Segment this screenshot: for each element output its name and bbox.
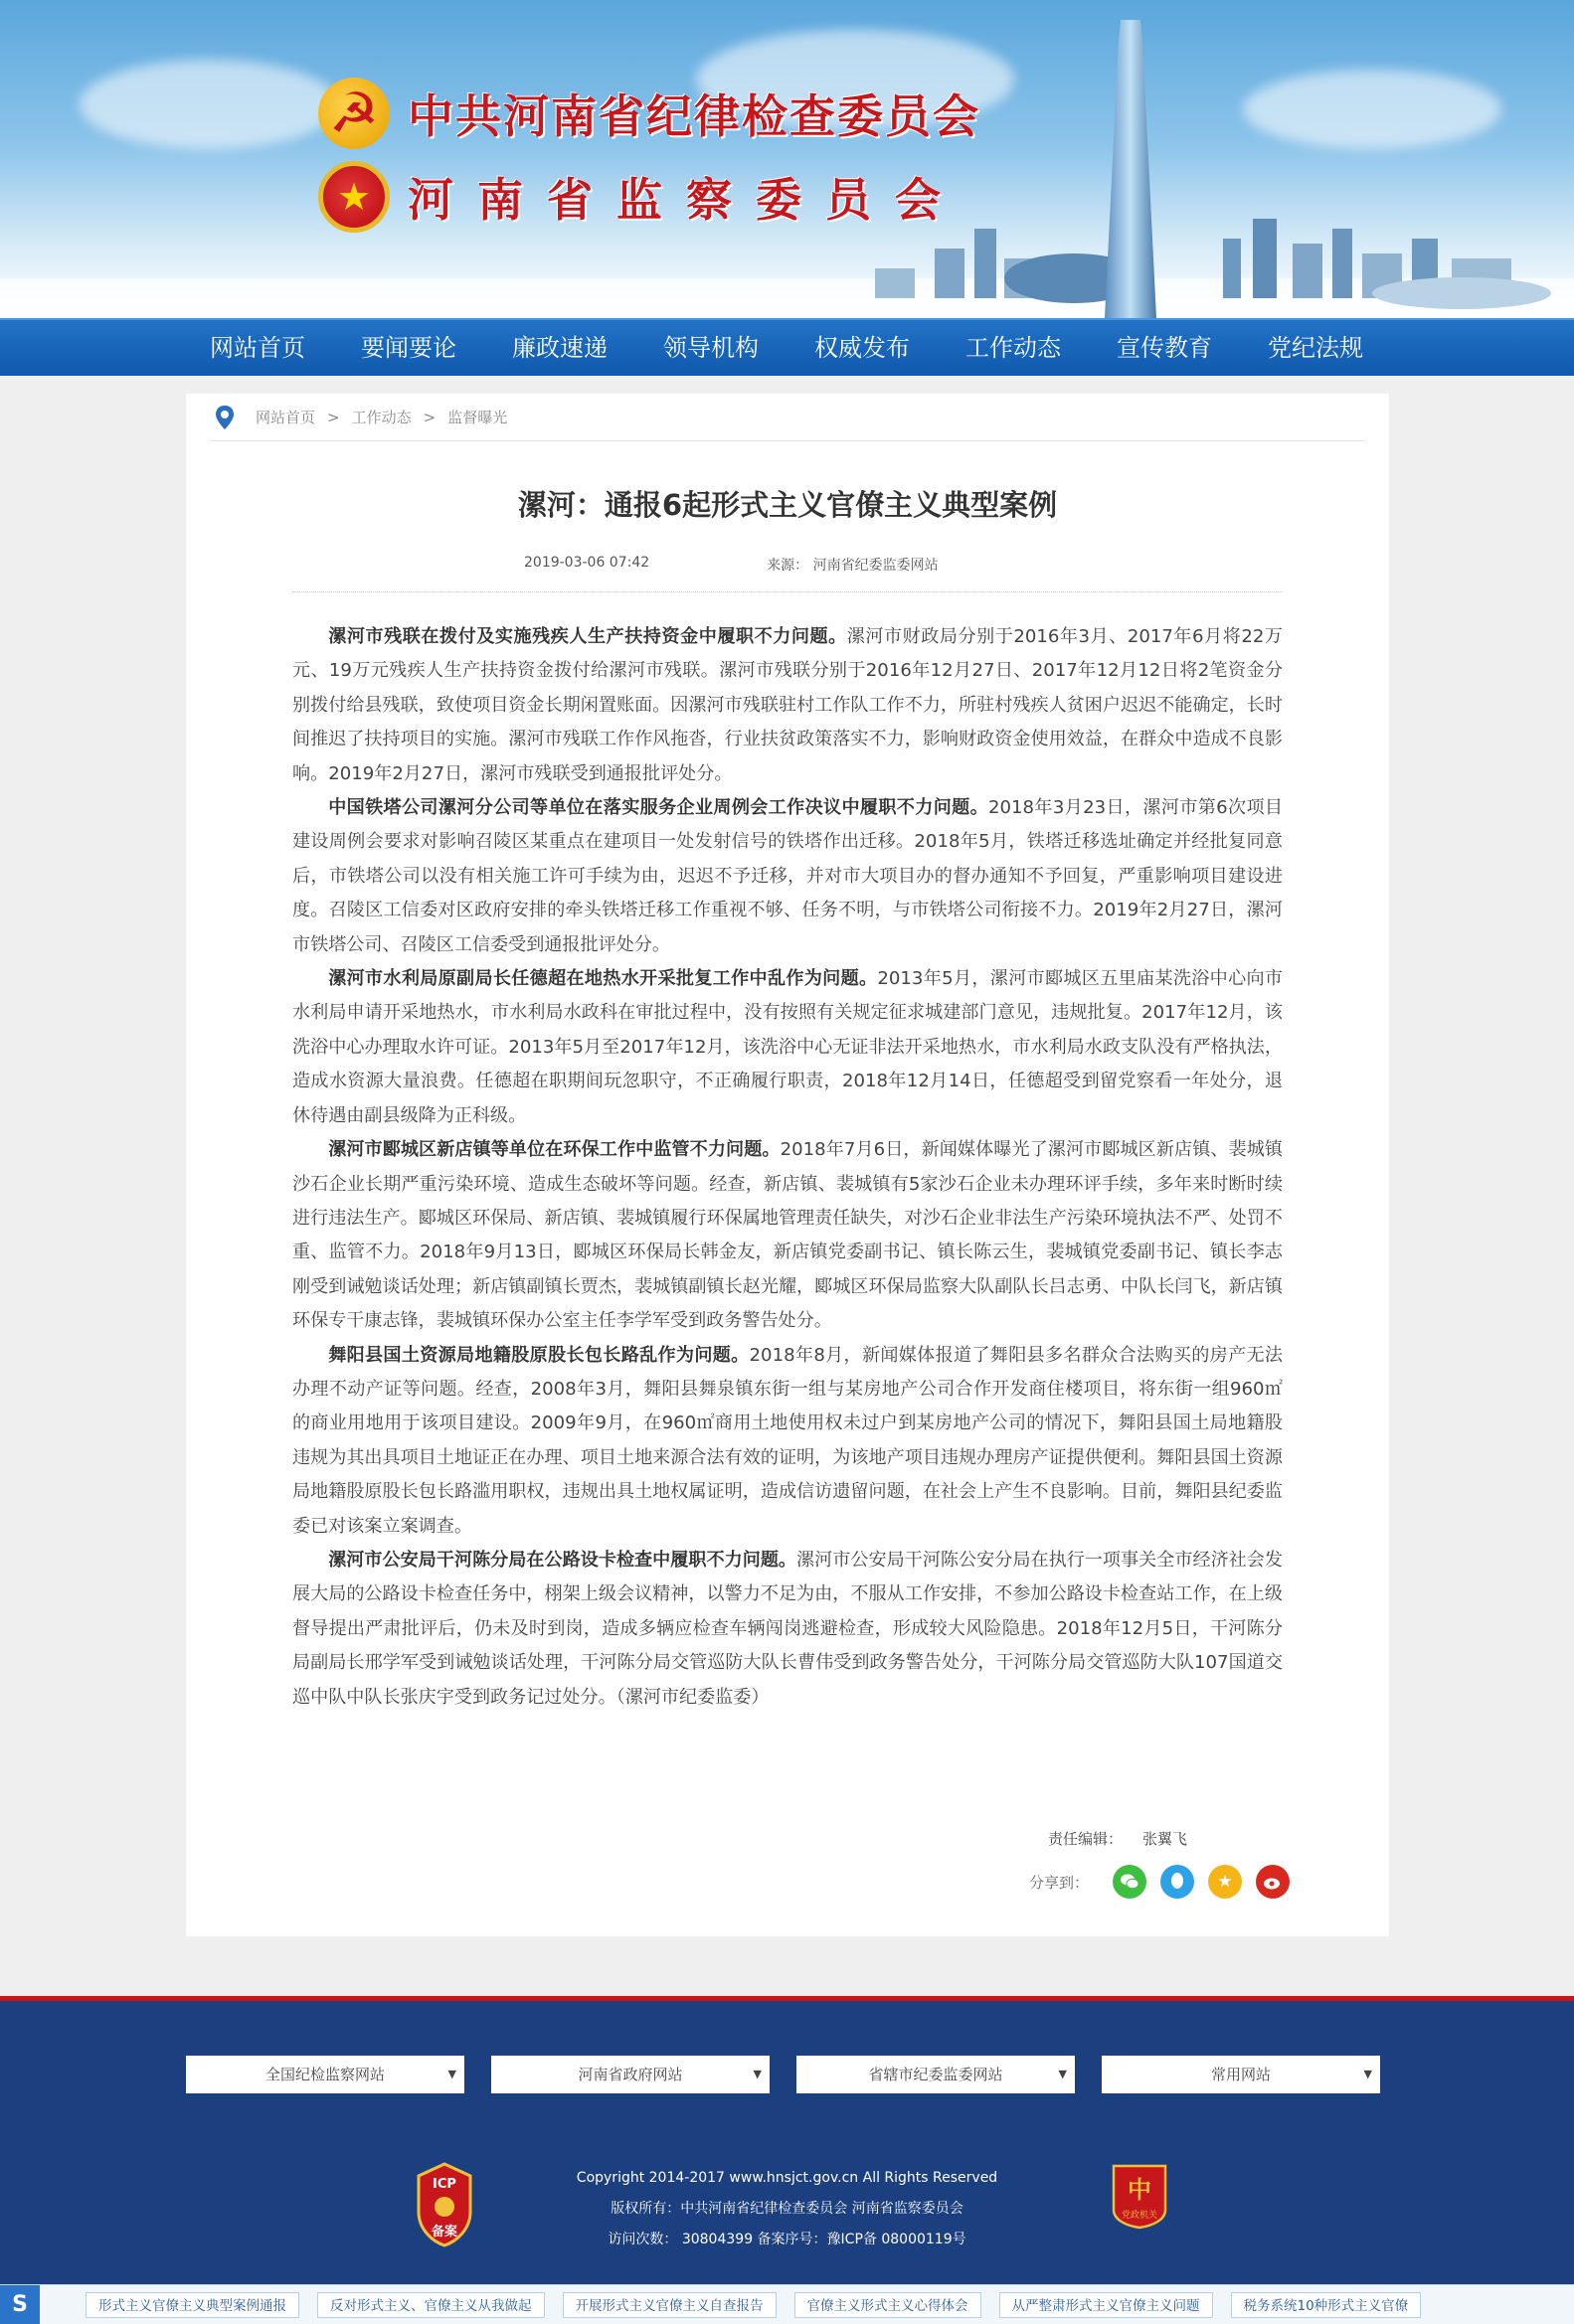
cloud-decoration (80, 60, 338, 149)
editor-info (1048, 1828, 1187, 1849)
meta-divider (292, 591, 1283, 592)
select-label: 全国纪检监察网站 (264, 2066, 385, 2083)
location-pin-icon (214, 405, 236, 430)
nav-item-news[interactable]: 要闻要论 (361, 334, 456, 362)
related-search-item[interactable]: 反对形式主义、官僚主义从我做起 (317, 2292, 545, 2318)
copyright-block (0, 2163, 1574, 2255)
paragraph-lead: 漯河市残联在拨付及实施残疾人生产扶持资金中履职不力问题。 (328, 626, 847, 647)
related-search-item[interactable]: 官僚主义形式主义心得体会 (794, 2292, 981, 2318)
wechat-icon[interactable] (1113, 1865, 1146, 1899)
svg-text:中: 中 (1128, 2175, 1151, 2204)
paragraph-text: 漯河市公安局干河陈公安分局在执行一项事关全市经济社会发展大局的公路设卡检查任务中，栩架上级会议精神，以警力不足为由，不服从工作安排，不参加公路设卡检查站工作，在上级督导提出严肃批评后，仍未及时到岗，造成多辆应检查车辆闯岗逃避检查，形成较大风险隐患。2018年12月5日，干河陈分局副局长邢学军受到诫勉谈话处理，干河陈分局交管巡防大队长曹伟受到政务警告处分，干河陈分局交管巡防大队107国道交巡中队中队长张庆宇受到政务记过处分。（漯河市纪委监委） (292, 1549, 1283, 1708)
article-paragraph (292, 1133, 1283, 1338)
select-national-sites[interactable] (186, 2056, 464, 2093)
article-paragraph (292, 1339, 1283, 1544)
breadcrumb-separator: > (423, 408, 437, 426)
related-search-item[interactable]: 开展形式主义官僚主义自查报告 (563, 2292, 777, 2318)
sogou-s-icon[interactable]: S (0, 2285, 40, 2324)
site-title-line1: 中共河南省纪律检查委员会 (408, 89, 980, 143)
icp-badge-bottom: 备案 (431, 2225, 458, 2240)
header-banner (0, 0, 1574, 318)
related-search-item[interactable]: 从严整肃形式主义官僚主义问题 (999, 2292, 1213, 2318)
article-paragraph (292, 962, 1283, 1133)
main-nav (0, 318, 1574, 376)
party-emblem-icon: ☭ (318, 78, 390, 149)
weibo-icon[interactable] (1256, 1865, 1290, 1899)
nav-item-integrity[interactable]: 廉政速递 (512, 334, 608, 362)
related-search-item[interactable]: 形式主义官僚主义典型案例通报 (86, 2292, 299, 2318)
related-search-bar (0, 2284, 1574, 2324)
nav-item-releases[interactable]: 权威发布 (814, 334, 910, 362)
paragraph-text: 2013年5月，漯河市郾城区五里庙某洗浴中心向市水利局申请开采地热水，市水利局水政科在审批过程中，没有按照有关规定征求城建部门意见，违规批复。2017年12月，该洗浴中心办理取水许可证。2013年5月至2017年12月，该洗浴中心无证非法开采地热水，市水利局水政支队没有严格执法，造成水资源大量浪费。任德超在职期间玩忽职守，不正确履行职责，2018年12月14日，任德超受到留党察看一年处分，退休待遇由副县级降为正科级。 (292, 968, 1283, 1126)
paragraph-lead: 漯河市公安局干河陈分局在公路设卡检查中履职不力问题。 (328, 1549, 797, 1571)
article-container (186, 394, 1389, 1936)
party-badge-label: 党政机关 (1121, 2211, 1158, 2221)
footer (0, 1996, 1574, 2284)
article-paragraph (292, 1544, 1283, 1715)
paragraph-text: 2018年7月6日，新闻媒体曝光了漯河市郾城区新店镇、裴城镇沙石企业长期严重污染环境、造成生态破坏等问题。经查，新店镇、裴城镇有5家沙石企业未办理环评手续，多年来时断时续进行违法生产。郾城区环保局、新店镇、裴城镇履行环保属地管理责任缺失，对沙石企业非法生产污染环境执法不严、处罚不重、监管不力。2018年9月13日，郾城区环保局长韩金友，新店镇党委副书记、镇长陈云生，裴城镇党委副书记、镇长李志刚受到诫勉谈话处理；新店镇副镇长贾杰，裴城镇副镇长赵光耀，郾城区环保局监察大队副队长吕志勇、中队长闫飞，新店镇环保专干康志锋，裴城镇环保办公室主任李学军受到政务警告处分。 (292, 1139, 1283, 1332)
article-title: 漯河：通报6起形式主义官僚主义典型案例 (517, 488, 1058, 522)
party-government-badge-icon[interactable] (1108, 2160, 1171, 2230)
cloud-decoration (1243, 70, 1501, 149)
qzone-icon[interactable]: ★ (1208, 1865, 1242, 1899)
share-bar (1029, 1865, 1304, 1899)
editor-name: 张翼飞 (1142, 1830, 1188, 1848)
select-label: 省辖市纪委监委网站 (868, 2066, 1003, 2083)
tower-building-image (1099, 20, 1162, 318)
paragraph-text: 2018年8月，新闻媒体报道了舞阳县多名群众合法购买的房产无法办理不动产证等问题。经查，2008年3月，舞阳县舞泉镇东街一组与某房地产公司合作开发商住楼项目，将东街一组960㎡的商业用地用于该项目建设。2009年9月，在960㎡商用土地使用权未过户到某房地产公司的情况下，舞阳县国土局地籍股违规为其出具项目土地证正在办理、项目土地来源合法有效的证明，为该地产项目违规办理房产证提供便利。舞阳县国土资源局地籍股原股长包长路滥用职权，违规出具土地权属证明，造成信访遗留问题，在社会上产生不良影响。目前，舞阳县纪委监委已对该案立案调查。 (292, 1344, 1283, 1537)
dropdown-arrow-icon: ▼ (447, 2068, 456, 2080)
copyright-text: Copyright 2014-2017 www.hnsjct.gov.cn All Rights Reserved (576, 2170, 998, 2186)
dropdown-arrow-icon: ▼ (753, 2068, 762, 2080)
icp-badge-top: ICP (433, 2177, 456, 2192)
nav-item-education[interactable]: 宣传教育 (1117, 334, 1212, 362)
national-emblem-icon: ★ (318, 161, 390, 233)
logo-row-party (318, 78, 980, 149)
breadcrumb-current[interactable]: 监督曝光 (447, 409, 508, 426)
article-paragraph (292, 791, 1283, 962)
article-source: 来源： 河南省纪委监委网站 (767, 558, 939, 574)
nav-item-regulations[interactable]: 党纪法规 (1268, 334, 1363, 362)
article-paragraph (292, 620, 1283, 791)
breadcrumb-separator: > (327, 408, 340, 426)
paragraph-text: 2018年3月23日，漯河市第6次项目建设周例会要求对影响召陵区某重点在建项目一处发射信号的铁塔作出迁移。2018年5月，铁塔迁移选址确定并经批复同意后，市铁塔公司以没有相关施工许可手续为由，迟迟不予迁移，并对市大项目办的督办通知不予回复，严重影响项目建设进度。召陵区工信委对区政府安排的牵头铁塔迁移工作重视不够、任务不明，与市铁塔公司衔接不力。2019年2月27日，漯河市铁塔公司、召陵区工信委受到通报批评处分。 (292, 797, 1283, 955)
qq-icon[interactable] (1160, 1865, 1194, 1899)
select-label: 常用网站 (1210, 2066, 1271, 2083)
article-meta (524, 555, 939, 575)
dropdown-arrow-icon: ▼ (1058, 2068, 1067, 2080)
related-search-list (86, 2292, 1439, 2318)
breadcrumb (210, 394, 1365, 441)
dropdown-arrow-icon: ▼ (1363, 2068, 1372, 2080)
editor-label: 责任编辑： (1048, 1830, 1124, 1848)
paragraph-lead: 中国铁塔公司漯河分公司等单位在落实服务企业周例会工作决议中履职不力问题。 (328, 797, 989, 819)
select-city-sites[interactable] (796, 2056, 1075, 2093)
paragraph-text: 漯河市财政局分别于2016年3月、2017年6月将22万元、19万元残疾人生产扶持资金拨付给漯河市残联。漯河市残联分别于2016年12月27日、2017年12月12日将2笔资金分别拨付给县残联，致使项目资金长期闲置账面。因漯河市残联驻村工作队工作不力，所驻村残疾人贫困户迟迟不能确定，长时间推迟了扶持项目的实施。漯河市残联工作作风拖沓，行业扶贫政策落实不力，影响财政资金使用效益，在群众中造成不良影响。2019年2月27日，漯河市残联受到通报批评处分。 (292, 626, 1283, 784)
select-common-sites[interactable] (1102, 2056, 1380, 2093)
related-search-item[interactable]: 税务系统10种形式主义官僚 (1231, 2292, 1422, 2318)
select-label: 河南省政府网站 (578, 2066, 683, 2083)
paragraph-lead: 漯河市水利局原副局长任德超在地热水开采批复工作中乱作为问题。 (328, 968, 878, 990)
paragraph-lead: 舞阳县国土资源局地籍股原股长包长路乱作为问题。 (328, 1344, 750, 1366)
article-date: 2019-03-06 07:42 (524, 555, 650, 571)
breadcrumb-home[interactable]: 网站首页 (256, 409, 316, 426)
nav-item-home[interactable]: 网站首页 (210, 334, 305, 362)
site-title-line2: 河南省监察委员会 (408, 173, 964, 227)
share-label: 分享到： (1029, 1873, 1090, 1892)
article-body (292, 620, 1283, 1715)
paragraph-lead: 漯河市郾城区新店镇等单位在环保工作中监管不力问题。 (328, 1139, 781, 1161)
visits-text: 访问次数： 30804399 备案序号：豫ICP备 08000119号 (608, 2232, 966, 2247)
site-links-selects (186, 2056, 1407, 2093)
nav-item-work[interactable]: 工作动态 (965, 334, 1061, 362)
select-province-sites[interactable] (491, 2056, 770, 2093)
breadcrumb-work[interactable]: 工作动态 (351, 409, 412, 426)
owner-text: 版权所有：中共河南省纪律检查委员会 河南省监察委员会 (611, 2201, 963, 2217)
logo-row-supervision (318, 161, 964, 233)
nav-item-leadership[interactable]: 领导机构 (663, 334, 759, 362)
